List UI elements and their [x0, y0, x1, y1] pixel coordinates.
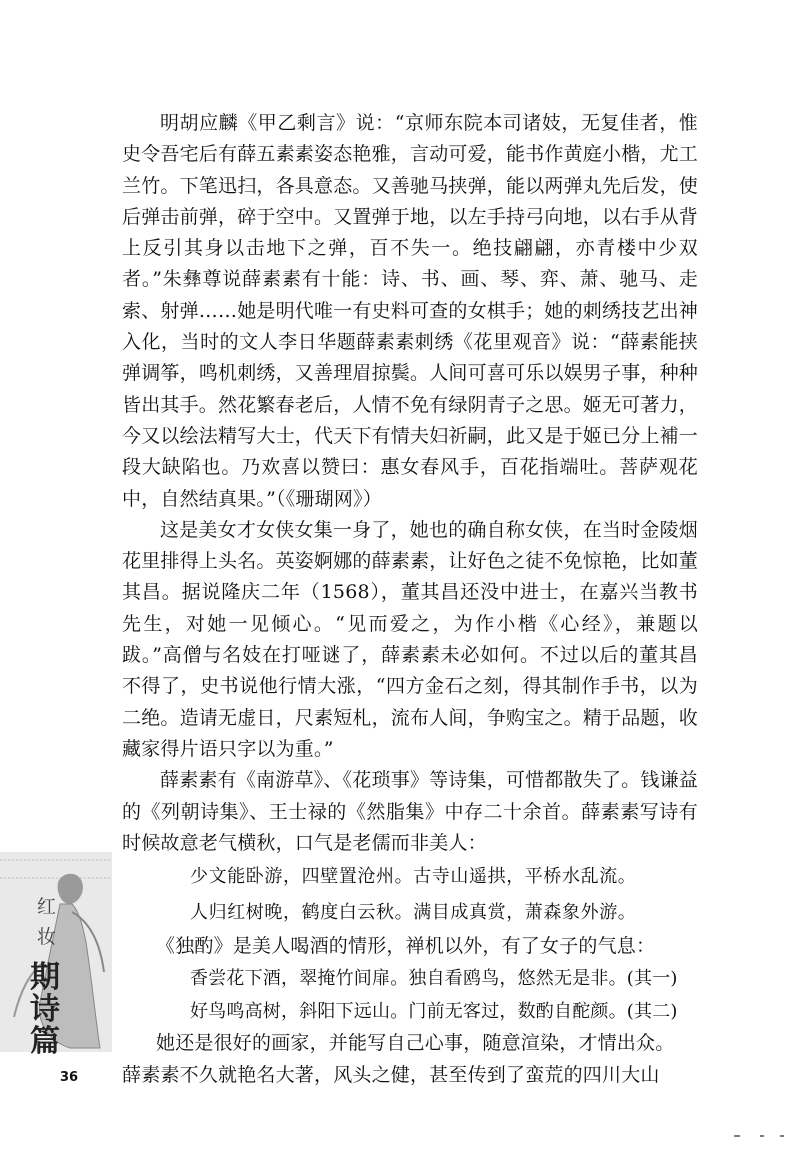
sidebar-char: 妆	[37, 926, 57, 948]
sidebar-decoration	[0, 852, 112, 1059]
poem-line: 好鸟鸣高树，斜阳下远山。门前无客过，数酌自酡颜。(其二)	[190, 1001, 678, 1023]
poem-line: 人归红树晚，鹤度白云秋。满目成真赏，萧森象外游。	[190, 902, 637, 924]
paragraph-2: 这是美女才女侠女集一身了，她也的确自称女侠，在当时金陵烟花里排得上头名。英姿婀娜的薛素素，让好色之徒不免惊艳，比如董其昌。据说隆庆二年（1568），董其昌还没中进士，在嘉兴当教书先生，对她一见倾心。“见而爱之，为作小楷《心经》，兼题以跋。”高僧与名妓在打哑谜了，薛素素未必如何。不过以后的董其昌不得了，史书说他行情大涨，“四方金石之刻，得其制作手书，以为二绝。造请无虚日，尺素短札，流布人间，争购宝之。精于品题，收藏家得片语只字以为重。”	[122, 518, 699, 760]
poem-line: 少文能卧游，四壁置沧州。古寺山遥拱，平桥水乱流。	[190, 866, 637, 888]
sidebar-title-char: 诗	[30, 992, 60, 1027]
poem-block-2	[122, 962, 698, 1028]
paragraph-3: 薛素素有《南游草》、《花琐事》等诗集，可惜都散失了。钱谦益的《列朝诗集》、王士禄的《然脂集》中存二十余首。薛素素写诗有时候故意老气横秋，口气是老儒而非美人：	[122, 769, 698, 854]
sidebar-title-char: 期	[30, 960, 60, 995]
paragraph-1: 明胡应麟《甲乙剩言》说：“京师东院本司诸妓，无复佳者，惟史令吾宅后有薛五素素姿态艳雅，言动可爱，能书作黄庭小楷，尤工兰竹。下笔迅扫，各具意态。又善驰马挟弹，能以两弹丸先后发，使后弹击前弹，碎于空中。又置弹于地，以左手持弓向地，以右手从背上反引其身以击地下之弹，百不失一。绝技翩翩，亦青楼中少双者。”朱彝尊说薛素素有十能：诗、书、画、琴、弈、萧、驰马、走索、射弹……她是明代唯一有史料可查的女棋手；她的刺绣技艺出神入化，当时的文人李日华题薛素素刺绣《花里观音》说：“薛素能挟弹调筝，鸣机刺绣，又善理眉掠鬓。人间可喜可乐以娱男子事，种种皆出其手。然花繁春老后，人情不免有绿阴青子之思。姬无可著力，今又以绘法精写大士，代天下有情夫妇祈嗣，此又是于姬已分上補一段大缺陷也。乃欢喜以赞曰：惠女春风手，百花指端吐。菩萨观花中，自然结真果。”（《珊瑚网》）	[122, 112, 699, 510]
sidebar-title-char: 篇	[30, 1024, 60, 1059]
poem-intro: 《独酌》是美人喝酒的情形，禅机以外，有了女子的气息：	[156, 935, 656, 958]
page-number: 36	[60, 1070, 79, 1085]
closing-line-2: 薛素素不久就艳名大著，风头之健，甚至传到了蛮荒的四川大山	[122, 1063, 660, 1086]
poem-block-1	[122, 859, 698, 931]
scan-marks	[730, 1132, 800, 1140]
sidebar-char: 红	[37, 896, 57, 918]
body-text	[122, 108, 698, 1091]
poem-line: 香尝花下酒，翠掩竹间扉。独自看鸥鸟，悠然无是非。(其一)	[190, 968, 678, 990]
closing-line-1: 她还是很好的画家，并能写自己心事，随意渲染，才情出众。	[156, 1032, 675, 1055]
